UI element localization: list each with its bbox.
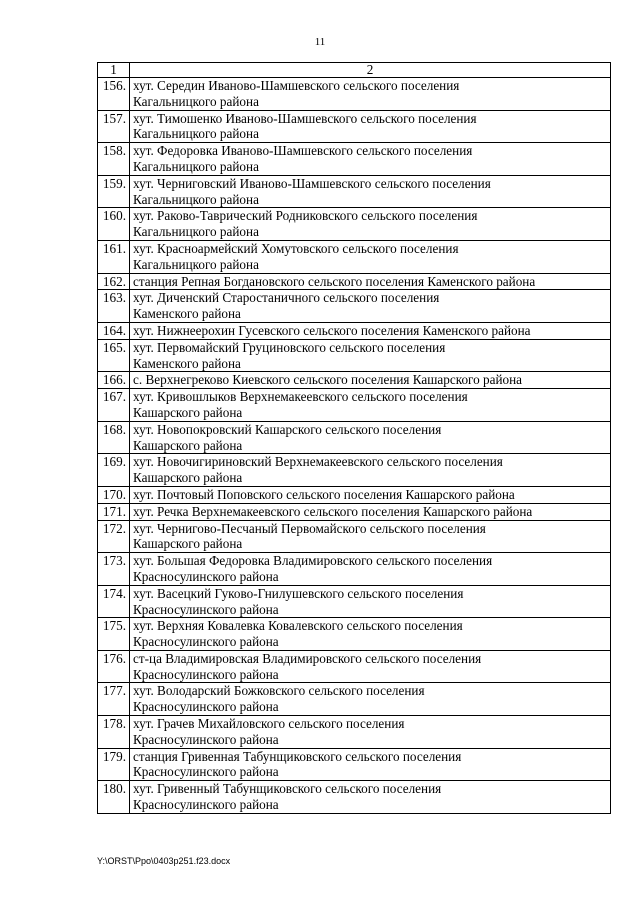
settlement-name: хут. Грачев Михайловского сельского поселения Красносулинского района (130, 716, 611, 749)
settlement-name: хут. Диченский Старостаничного сельского поселения Каменского района (130, 290, 611, 323)
settlement-name: хут. Кривошлыков Верхнемакеевского сельского поселения Кашарского района (130, 389, 611, 422)
table-row (98, 240, 611, 273)
table-row (98, 110, 611, 143)
settlement-name: хут. Володарский Божковского сельского поселения Красносулинского района (130, 683, 611, 716)
settlement-name: хут. Новочигириновский Верхнемакеевского сельского поселения Кашарского района (130, 454, 611, 487)
row-number: 160. (98, 208, 130, 241)
settlement-name: хут. Новопокровский Кашарского сельского поселения Кашарского района (130, 421, 611, 454)
table-row (98, 78, 611, 111)
row-number: 168. (98, 421, 130, 454)
settlement-name: хут. Большая Федоровка Владимировского сельского поселения Красносулинского района (130, 553, 611, 586)
settlement-name: хут. Чернигово-Песчаный Первомайского сельского поселения Кашарского района (130, 520, 611, 553)
table-row (98, 273, 611, 290)
table-row (98, 372, 611, 389)
table-row (98, 748, 611, 781)
table-row (98, 339, 611, 372)
row-number: 158. (98, 143, 130, 176)
settlement-name: хут. Черниговский Иваново-Шамшевского сельского поселения Кагальницкого района (130, 175, 611, 208)
table-row (98, 486, 611, 503)
table-row (98, 585, 611, 618)
column-header-number: 1 (98, 63, 130, 78)
table-row (98, 421, 611, 454)
row-number: 159. (98, 175, 130, 208)
table-row (98, 503, 611, 520)
row-number: 171. (98, 503, 130, 520)
table-row (98, 175, 611, 208)
settlement-name: хут. Нижнеерохин Гусевского сельского поселения Каменского района (130, 322, 611, 339)
settlement-name: хут. Васецкий Гуково-Гнилушевского сельского поселения Красносулинского района (130, 585, 611, 618)
table-row (98, 143, 611, 176)
settlement-name: хут. Красноармейский Хомутовского сельского поселения Кагальницкого района (130, 240, 611, 273)
row-number: 176. (98, 650, 130, 683)
table-header-row (98, 63, 611, 78)
settlement-name: станция Репная Богдановского сельского поселения Каменского района (130, 273, 611, 290)
row-number: 175. (98, 618, 130, 651)
table-row (98, 781, 611, 814)
row-number: 169. (98, 454, 130, 487)
row-number: 167. (98, 389, 130, 422)
table-row (98, 618, 611, 651)
column-header-name: 2 (130, 63, 611, 78)
row-number: 156. (98, 78, 130, 111)
row-number: 164. (98, 322, 130, 339)
row-number: 166. (98, 372, 130, 389)
table-row (98, 208, 611, 241)
row-number: 157. (98, 110, 130, 143)
table-row (98, 322, 611, 339)
table-row (98, 650, 611, 683)
page-number: 11 (314, 36, 326, 48)
settlement-name: хут. Гривенный Табунщиковского сельского поселения Красносулинского района (130, 781, 611, 814)
settlement-name: с. Верхнегреково Киевского сельского поселения Кашарского района (130, 372, 611, 389)
table-row (98, 520, 611, 553)
table-row (98, 290, 611, 323)
row-number: 180. (98, 781, 130, 814)
settlement-name: станция Гривенная Табунщиковского сельского поселения Красносулинского района (130, 748, 611, 781)
row-number: 172. (98, 520, 130, 553)
row-number: 161. (98, 240, 130, 273)
row-number: 162. (98, 273, 130, 290)
file-path-footer: Y:\ORST\Ppo\0403p251.f23.docx (97, 856, 231, 866)
row-number: 173. (98, 553, 130, 586)
settlement-name: хут. Федоровка Иваново-Шамшевского сельского поселения Кагальницкого района (130, 143, 611, 176)
settlements-table (97, 62, 611, 814)
table-row (98, 553, 611, 586)
table-row (98, 454, 611, 487)
settlement-name: хут. Почтовый Поповского сельского поселения Кашарского района (130, 486, 611, 503)
settlement-name: хут. Середин Иваново-Шамшевского сельского поселения Кагальницкого района (130, 78, 611, 111)
settlement-name: хут. Раково-Таврический Родниковского сельского поселения Кагальницкого района (130, 208, 611, 241)
settlement-name: хут. Верхняя Ковалевка Ковалевского сельского поселения Красносулинского района (130, 618, 611, 651)
row-number: 165. (98, 339, 130, 372)
row-number: 179. (98, 748, 130, 781)
row-number: 178. (98, 716, 130, 749)
row-number: 170. (98, 486, 130, 503)
table-row (98, 716, 611, 749)
table-row (98, 683, 611, 716)
row-number: 163. (98, 290, 130, 323)
row-number: 177. (98, 683, 130, 716)
settlement-name: хут. Первомайский Груциновского сельского поселения Каменского района (130, 339, 611, 372)
row-number: 174. (98, 585, 130, 618)
settlement-name: хут. Тимошенко Иваново-Шамшевского сельского поселения Кагальницкого района (130, 110, 611, 143)
table-row (98, 389, 611, 422)
settlement-name: хут. Речка Верхнемакеевского сельского поселения Кашарского района (130, 503, 611, 520)
settlement-name: ст-ца Владимировская Владимировского сельского поселения Красносулинского района (130, 650, 611, 683)
